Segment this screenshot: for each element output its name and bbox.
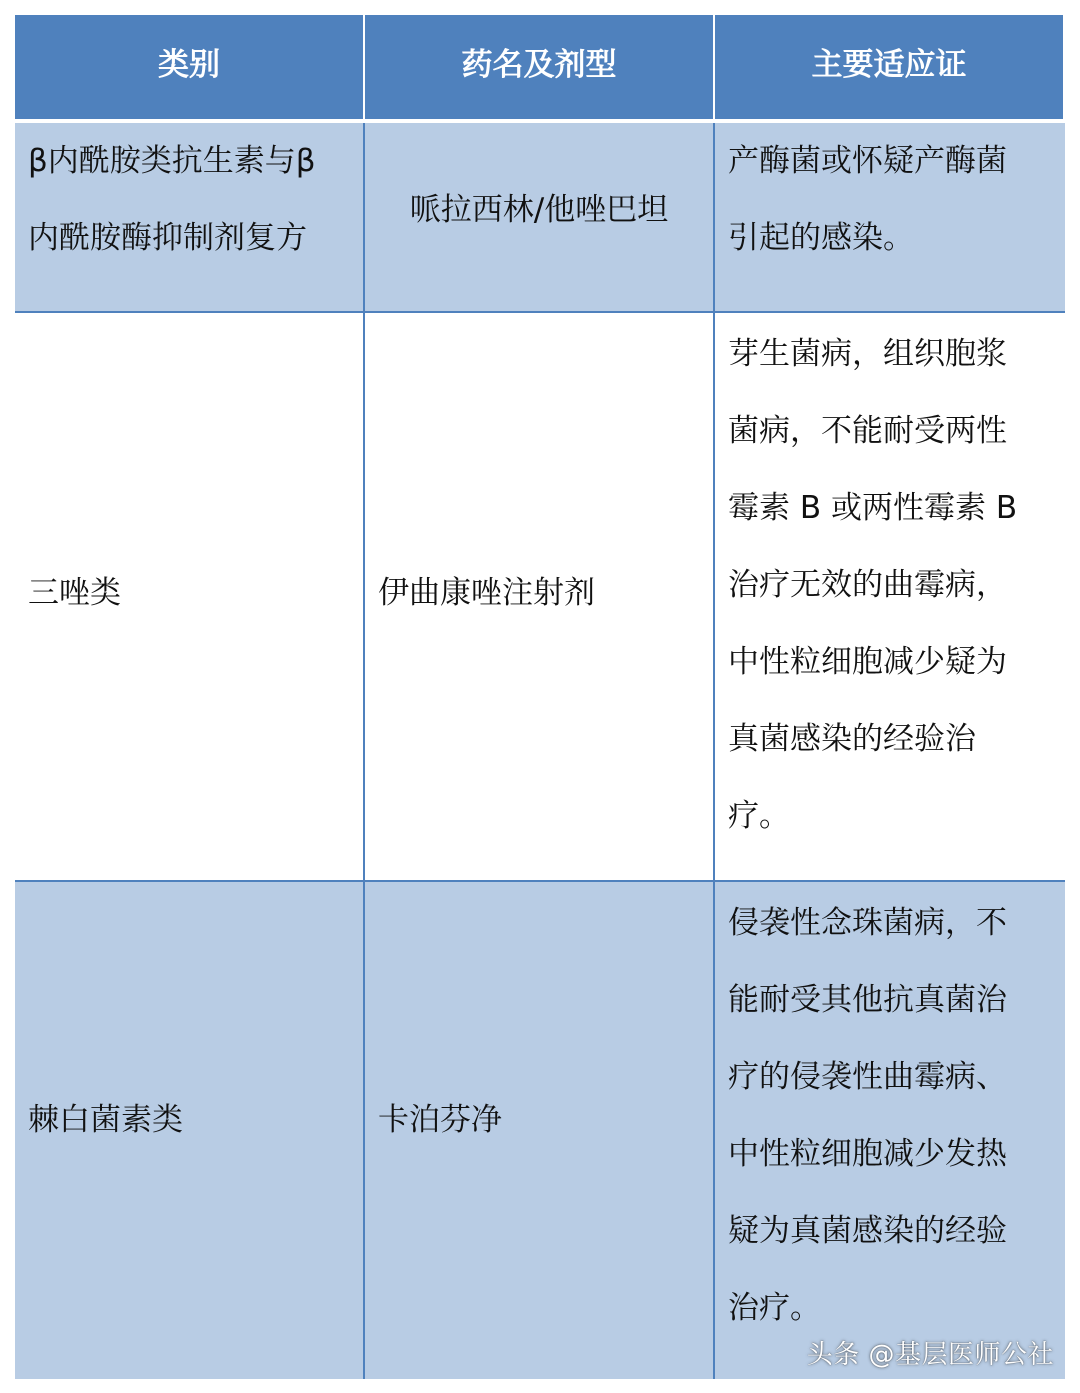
header-drug: 药名及剂型 (365, 15, 715, 123)
row3-indication-cell (715, 882, 1065, 1379)
row3-drug-cell (365, 882, 715, 1379)
row2-indication-line5: 中性粒细胞减少疑为 (728, 644, 1007, 680)
row3-category-cell (15, 882, 365, 1379)
row3-category: 棘白菌素类 (28, 1102, 183, 1138)
row1-category-line1: β内酰胺类抗生素与β (28, 143, 316, 179)
row3-indication-line6: 治疗。 (728, 1290, 821, 1326)
drug-table (13, 13, 1065, 1381)
row2-indication-line3: 霉素 B 或两性霉素 B (728, 490, 1018, 526)
row1-drug: 哌拉西林/他唑巴坦 (409, 191, 669, 228)
row2-indication-cell (715, 313, 1065, 882)
row3-drug: 卡泊芬净 (378, 1102, 502, 1138)
row1-category-line2: 内酰胺酶抑制剂复方 (28, 220, 307, 256)
row1-indication-line1: 产酶菌或怀疑产酶菌 (728, 143, 1007, 179)
row2-indication-line4: 治疗无效的曲霉病， (728, 567, 1007, 603)
row2-category-cell (15, 313, 365, 882)
row3-indication-line1: 侵袭性念珠菌病，不 (728, 905, 1007, 941)
row1-category-cell (15, 123, 365, 313)
row2-category: 三唑类 (28, 575, 121, 611)
row2-indication-line6: 真菌感染的经验治 (728, 721, 976, 757)
row2-indication-line2: 菌病，不能耐受两性 (728, 413, 1007, 449)
row1-indication-line2: 引起的感染。 (728, 220, 914, 256)
row2-indication-line7: 疗。 (728, 798, 790, 834)
row2-indication-line1: 芽生菌病，组织胞浆 (728, 336, 1007, 372)
row2-drug: 伊曲康唑注射剂 (378, 575, 595, 611)
row1-drug-cell (365, 123, 715, 313)
row2-drug-cell (365, 313, 715, 882)
watermark: 头条 @基层医师公社 (806, 1340, 1054, 1370)
row1-indication-cell (715, 123, 1065, 313)
row3-indication-line4: 中性粒细胞减少发热 (728, 1136, 1007, 1172)
row3-indication-line5: 疑为真菌感染的经验 (728, 1213, 1007, 1249)
row3-indication-line2: 能耐受其他抗真菌治 (728, 982, 1007, 1018)
row3-indication-line3: 疗的侵袭性曲霉病、 (728, 1059, 1007, 1095)
header-indication: 主要适应证 (715, 15, 1065, 123)
header-category: 类别 (15, 15, 365, 123)
